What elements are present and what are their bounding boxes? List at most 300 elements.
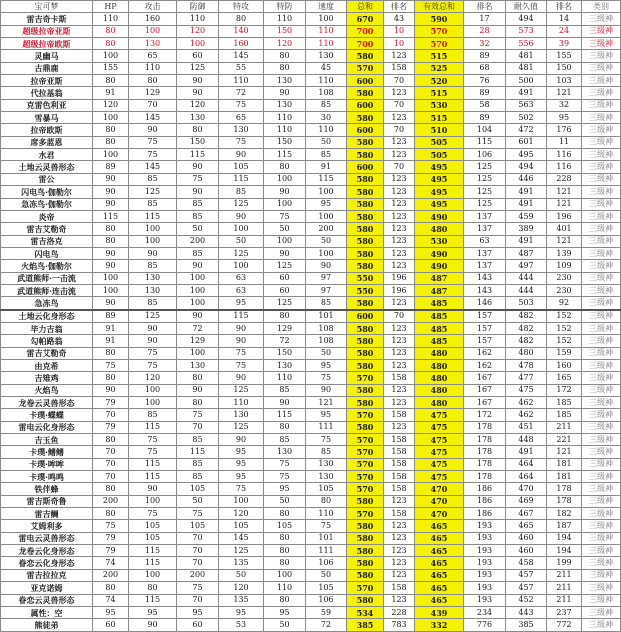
cell-def: 90: [177, 186, 219, 198]
cell-dur: 503: [506, 297, 547, 310]
cell-name: 卡璞·鸣鸣: [1, 471, 93, 483]
cell-atk: 130: [129, 272, 177, 284]
cell-cat: 三级神: [582, 569, 621, 581]
cell-name: 雷电云化身形态: [1, 421, 93, 433]
cell-hp: 79: [93, 545, 129, 557]
cell-rank3: 772: [547, 619, 582, 631]
cell-rank3: 116: [547, 149, 582, 161]
cell-hp: 80: [93, 508, 129, 520]
cell-spd: 100: [264, 198, 306, 210]
cell-name: 急冻鸟: [1, 297, 93, 310]
cell-hp: 60: [93, 619, 129, 631]
cell-rank1: 123: [384, 532, 415, 544]
cell-rank1: 123: [384, 520, 415, 532]
header-speed: 速度: [306, 1, 347, 13]
cell-spe: 110: [306, 75, 347, 87]
cell-rank2: 137: [464, 210, 506, 222]
cell-dur: 475: [506, 384, 547, 396]
cell-def: 75: [177, 582, 219, 594]
cell-rank2: 178: [464, 458, 506, 470]
cell-rank3: 121: [547, 186, 582, 198]
cell-name: 席多蓝恩: [1, 136, 93, 148]
cell-rank3: 121: [547, 446, 582, 458]
table-row: [1, 421, 621, 433]
cell-rank2: 17: [464, 13, 506, 25]
cell-hp: 100: [93, 272, 129, 284]
cell-rank1: 43: [384, 13, 415, 25]
cell-hp: 95: [93, 606, 129, 618]
cell-def: 72: [177, 322, 219, 334]
cell-rank1: 123: [384, 247, 415, 259]
cell-total: 534: [347, 606, 384, 618]
cell-rank2: 776: [464, 619, 506, 631]
table-row: [1, 359, 621, 371]
cell-def: 90: [177, 310, 219, 323]
cell-atk: 80: [129, 582, 177, 594]
cell-dur: 465: [506, 520, 547, 532]
cell-cat: 三级神: [582, 335, 621, 347]
cell-name: 克雷色利亚: [1, 99, 93, 111]
cell-spe: 110: [306, 25, 347, 37]
cell-atk: 160: [129, 13, 177, 25]
cell-def: 100: [177, 284, 219, 296]
cell-spa: 115: [219, 310, 264, 323]
cell-spe: 108: [306, 335, 347, 347]
cell-total: 580: [347, 545, 384, 557]
cell-name: 勾帕路翁: [1, 335, 93, 347]
cell-dur: 385: [506, 619, 547, 631]
table-row: [1, 149, 621, 161]
cell-spa: 100: [219, 260, 264, 272]
cell-rank2: 186: [464, 508, 506, 520]
cell-def: 85: [177, 247, 219, 259]
cell-spe: 105: [306, 582, 347, 594]
cell-spa: 100: [219, 223, 264, 235]
cell-def: 100: [177, 347, 219, 359]
cell-spa: 95: [219, 471, 264, 483]
cell-spa: 125: [219, 247, 264, 259]
cell-def: 105: [177, 483, 219, 495]
cell-spa: 90: [219, 322, 264, 334]
cell-spd: 80: [264, 62, 306, 74]
cell-total: 580: [347, 384, 384, 396]
cell-hp: 80: [93, 124, 129, 136]
cell-atk: 85: [129, 260, 177, 272]
cell-rank2: 68: [464, 62, 506, 74]
cell-total: 570: [347, 508, 384, 520]
cell-rank1: 123: [384, 297, 415, 310]
cell-total: 580: [347, 557, 384, 569]
cell-spd: 90: [264, 87, 306, 99]
cell-hp: 100: [93, 284, 129, 296]
cell-rank2: 137: [464, 260, 506, 272]
cell-spd: 85: [264, 384, 306, 396]
cell-spd: 120: [264, 38, 306, 50]
cell-spd: 110: [264, 124, 306, 136]
cell-name: 由克希: [1, 359, 93, 371]
cell-hp: 80: [93, 235, 129, 247]
cell-atk: 115: [129, 557, 177, 569]
cell-dur: 462: [506, 409, 547, 421]
cell-cat: 三级神: [582, 619, 621, 631]
cell-def: 100: [177, 272, 219, 284]
cell-spa: 50: [219, 235, 264, 247]
cell-rank1: 123: [384, 173, 415, 185]
cell-def: 90: [177, 384, 219, 396]
cell-spa: 85: [219, 186, 264, 198]
cell-def: 50: [177, 223, 219, 235]
cell-rank1: 123: [384, 210, 415, 222]
cell-total: 580: [347, 520, 384, 532]
cell-rank3: 237: [547, 606, 582, 618]
cell-rank3: 165: [547, 372, 582, 384]
cell-def: 85: [177, 458, 219, 470]
cell-hp: 80: [93, 372, 129, 384]
table-row: [1, 520, 621, 532]
cell-spe: 111: [306, 545, 347, 557]
cell-spe: 30: [306, 112, 347, 124]
cell-cat: 三级神: [582, 582, 621, 594]
cell-def: 120: [177, 99, 219, 111]
cell-rank3: 211: [547, 594, 582, 606]
cell-eff: 485: [415, 322, 464, 334]
cell-spd: 110: [264, 13, 306, 25]
cell-rank1: 158: [384, 446, 415, 458]
cell-spa: 75: [219, 99, 264, 111]
cell-rank3: 181: [547, 458, 582, 470]
table-row: [1, 335, 621, 347]
cell-spe: 85: [306, 149, 347, 161]
cell-dur: 502: [506, 112, 547, 124]
table-row: [1, 99, 621, 111]
cell-cat: 三级神: [582, 606, 621, 618]
cell-eff: 439: [415, 606, 464, 618]
cell-dur: 487: [506, 247, 547, 259]
cell-name: 土地云化身形态: [1, 310, 93, 323]
cell-def: 70: [177, 557, 219, 569]
table-row: [1, 508, 621, 520]
cell-spe: 91: [306, 161, 347, 173]
cell-spd: 80: [264, 594, 306, 606]
cell-def: 50: [177, 495, 219, 507]
table-row: [1, 210, 621, 222]
cell-spe: 101: [306, 310, 347, 323]
table-row: [1, 458, 621, 470]
cell-dur: 459: [506, 210, 547, 222]
cell-spe: 130: [306, 458, 347, 470]
cell-total: 580: [347, 50, 384, 62]
cell-rank2: 89: [464, 112, 506, 124]
cell-spe: 50: [306, 136, 347, 148]
table-row: [1, 62, 621, 74]
cell-rank3: 32: [547, 99, 582, 111]
cell-dur: 482: [506, 335, 547, 347]
cell-dur: 491: [506, 235, 547, 247]
cell-atk: 129: [129, 87, 177, 99]
cell-rank3: 178: [547, 483, 582, 495]
cell-dur: 481: [506, 50, 547, 62]
cell-eff: 487: [415, 284, 464, 296]
cell-total: 580: [347, 198, 384, 210]
cell-atk: 80: [129, 75, 177, 87]
cell-spe: 85: [306, 446, 347, 458]
cell-spe: 110: [306, 124, 347, 136]
cell-cat: 三级神: [582, 347, 621, 359]
cell-total: 580: [347, 359, 384, 371]
cell-eff: 510: [415, 124, 464, 136]
cell-rank2: 193: [464, 545, 506, 557]
cell-cat: 三级神: [582, 235, 621, 247]
cell-hp: 80: [93, 434, 129, 446]
cell-def: 75: [177, 508, 219, 520]
cell-dur: 480: [506, 347, 547, 359]
cell-rank2: 157: [464, 322, 506, 334]
cell-hp: 115: [93, 210, 129, 222]
cell-eff: 485: [415, 335, 464, 347]
cell-cat: 三级神: [582, 75, 621, 87]
cell-spa: 63: [219, 272, 264, 284]
cell-cat: 三级神: [582, 409, 621, 421]
cell-def: 70: [177, 545, 219, 557]
cell-eff: 332: [415, 619, 464, 631]
cell-def: 85: [177, 434, 219, 446]
cell-eff: 480: [415, 223, 464, 235]
cell-spd: 110: [264, 372, 306, 384]
cell-dur: 482: [506, 322, 547, 334]
cell-cat: 三级神: [582, 359, 621, 371]
cell-spd: 115: [264, 409, 306, 421]
cell-hp: 80: [93, 25, 129, 37]
cell-rank1: 123: [384, 149, 415, 161]
cell-eff: 530: [415, 235, 464, 247]
cell-dur: 464: [506, 458, 547, 470]
cell-total: 600: [347, 99, 384, 111]
cell-total: 580: [347, 149, 384, 161]
cell-hp: 90: [93, 384, 129, 396]
cell-rank2: 137: [464, 247, 506, 259]
cell-cat: 三级神: [582, 557, 621, 569]
cell-rank2: 137: [464, 223, 506, 235]
cell-spe: 90: [306, 384, 347, 396]
cell-rank1: 123: [384, 50, 415, 62]
cell-total: 580: [347, 335, 384, 347]
cell-spa: 120: [219, 582, 264, 594]
cell-eff: 480: [415, 384, 464, 396]
cell-spa: 120: [219, 508, 264, 520]
cell-dur: 482: [506, 310, 547, 323]
cell-rank3: 152: [547, 335, 582, 347]
cell-eff: 487: [415, 272, 464, 284]
table-row: [1, 38, 621, 50]
cell-atk: 85: [129, 409, 177, 421]
cell-spd: 95: [264, 606, 306, 618]
cell-atk: 75: [129, 149, 177, 161]
cell-dur: 462: [506, 397, 547, 409]
header-sp-defense: 特防: [264, 1, 306, 13]
cell-atk: 75: [129, 359, 177, 371]
cell-spe: 100: [306, 13, 347, 25]
cell-atk: 115: [129, 421, 177, 433]
cell-total: 580: [347, 223, 384, 235]
cell-cat: 三级神: [582, 297, 621, 310]
cell-spd: 80: [264, 557, 306, 569]
cell-total: 550: [347, 284, 384, 296]
cell-rank2: 106: [464, 149, 506, 161]
cell-spe: 50: [306, 347, 347, 359]
cell-hp: 70: [93, 471, 129, 483]
cell-name: 水君: [1, 149, 93, 161]
cell-spa: 130: [219, 124, 264, 136]
cell-atk: 115: [129, 210, 177, 222]
cell-rank2: 125: [464, 161, 506, 173]
cell-def: 100: [177, 297, 219, 310]
cell-hp: 75: [93, 359, 129, 371]
cell-spe: 111: [306, 421, 347, 433]
cell-eff: 515: [415, 87, 464, 99]
header-attack: 攻击: [129, 1, 177, 13]
cell-hp: 80: [93, 582, 129, 594]
cell-spd: 129: [264, 322, 306, 334]
cell-dur: 451: [506, 421, 547, 433]
cell-dur: 563: [506, 99, 547, 111]
cell-name: 卡璞·哞哞: [1, 458, 93, 470]
cell-eff: 475: [415, 421, 464, 433]
cell-name: 超级拉帝亚斯: [1, 25, 93, 37]
cell-def: 80: [177, 397, 219, 409]
table-row: [1, 161, 621, 173]
cell-spa: 110: [219, 75, 264, 87]
cell-eff: 470: [415, 495, 464, 507]
cell-spd: 150: [264, 136, 306, 148]
cell-cat: 三级神: [582, 471, 621, 483]
cell-rank3: 103: [547, 75, 582, 87]
cell-rank3: 176: [547, 124, 582, 136]
cell-rank3: 152: [547, 322, 582, 334]
cell-rank1: 158: [384, 471, 415, 483]
table-row: [1, 606, 621, 618]
cell-spa: 105: [219, 520, 264, 532]
cell-total: 580: [347, 87, 384, 99]
cell-spd: 100: [264, 569, 306, 581]
cell-rank3: 194: [547, 545, 582, 557]
cell-def: 150: [177, 136, 219, 148]
cell-name: 炎帝: [1, 210, 93, 222]
cell-rank3: 211: [547, 582, 582, 594]
cell-name: 雷电云灵兽形态: [1, 532, 93, 544]
cell-total: 580: [347, 186, 384, 198]
cell-spd: 75: [264, 471, 306, 483]
cell-rank1: 158: [384, 458, 415, 470]
cell-atk: 145: [129, 112, 177, 124]
cell-spa: 53: [219, 619, 264, 631]
cell-cat: 三级神: [582, 284, 621, 296]
cell-rank1: 123: [384, 87, 415, 99]
cell-dur: 494: [506, 13, 547, 25]
cell-cat: 三级神: [582, 446, 621, 458]
cell-cat: 三级神: [582, 13, 621, 25]
cell-def: 70: [177, 594, 219, 606]
table-row: [1, 112, 621, 124]
cell-dur: 472: [506, 124, 547, 136]
cell-atk: 90: [129, 619, 177, 631]
cell-spa: 95: [219, 458, 264, 470]
cell-dur: 497: [506, 260, 547, 272]
table-row: [1, 173, 621, 185]
cell-cat: 三级神: [582, 260, 621, 272]
cell-spa: 55: [219, 62, 264, 74]
cell-spe: 100: [306, 247, 347, 259]
table-row: [1, 397, 621, 409]
cell-rank2: 178: [464, 471, 506, 483]
cell-total: 580: [347, 173, 384, 185]
cell-hp: 80: [93, 38, 129, 50]
cell-cat: 三级神: [582, 112, 621, 124]
cell-dur: 495: [506, 149, 547, 161]
cell-hp: 110: [93, 13, 129, 25]
cell-dur: 464: [506, 471, 547, 483]
cell-hp: 75: [93, 520, 129, 532]
header-total: 总和: [347, 1, 384, 13]
cell-spe: 85: [306, 99, 347, 111]
cell-name: 拉帝欧斯: [1, 124, 93, 136]
cell-rank1: 158: [384, 372, 415, 384]
cell-name: 雷吉鲷: [1, 508, 93, 520]
cell-name: 闪电鸟·伽勒尔: [1, 186, 93, 198]
cell-name: 毕力吉翁: [1, 322, 93, 334]
cell-spa: 160: [219, 38, 264, 50]
cell-cat: 三级神: [582, 310, 621, 323]
cell-rank3: 159: [547, 347, 582, 359]
cell-spa: 140: [219, 25, 264, 37]
table-row: [1, 532, 621, 544]
cell-eff: 475: [415, 409, 464, 421]
cell-name: 龙卷云化身形态: [1, 545, 93, 557]
cell-spd: 50: [264, 495, 306, 507]
cell-rank1: 158: [384, 582, 415, 594]
cell-spe: 72: [306, 619, 347, 631]
cell-name: 土地云灵兽形态: [1, 161, 93, 173]
cell-spe: 50: [306, 235, 347, 247]
cell-eff: 465: [415, 557, 464, 569]
cell-total: 600: [347, 310, 384, 323]
cell-spe: 130: [306, 50, 347, 62]
table-row: [1, 223, 621, 235]
cell-name: 古鼎鹿: [1, 62, 93, 74]
cell-dur: 470: [506, 483, 547, 495]
cell-spa: 90: [219, 335, 264, 347]
cell-spe: 90: [306, 260, 347, 272]
cell-def: 100: [177, 38, 219, 50]
cell-cat: 三级神: [582, 397, 621, 409]
cell-name: 龙卷云灵兽形态: [1, 397, 93, 409]
cell-def: 85: [177, 210, 219, 222]
cell-spd: 80: [264, 50, 306, 62]
cell-dur: 478: [506, 359, 547, 371]
cell-spd: 60: [264, 272, 306, 284]
cell-eff: 480: [415, 347, 464, 359]
cell-spa: 110: [219, 397, 264, 409]
cell-spa: 95: [219, 297, 264, 310]
cell-rank3: 196: [547, 210, 582, 222]
cell-hp: 80: [93, 136, 129, 148]
cell-rank3: 160: [547, 359, 582, 371]
cell-eff: 480: [415, 372, 464, 384]
cell-hp: 100: [93, 50, 129, 62]
cell-spe: 105: [306, 483, 347, 495]
cell-rank3: 116: [547, 161, 582, 173]
cell-spe: 121: [306, 397, 347, 409]
cell-spa: 145: [219, 532, 264, 544]
